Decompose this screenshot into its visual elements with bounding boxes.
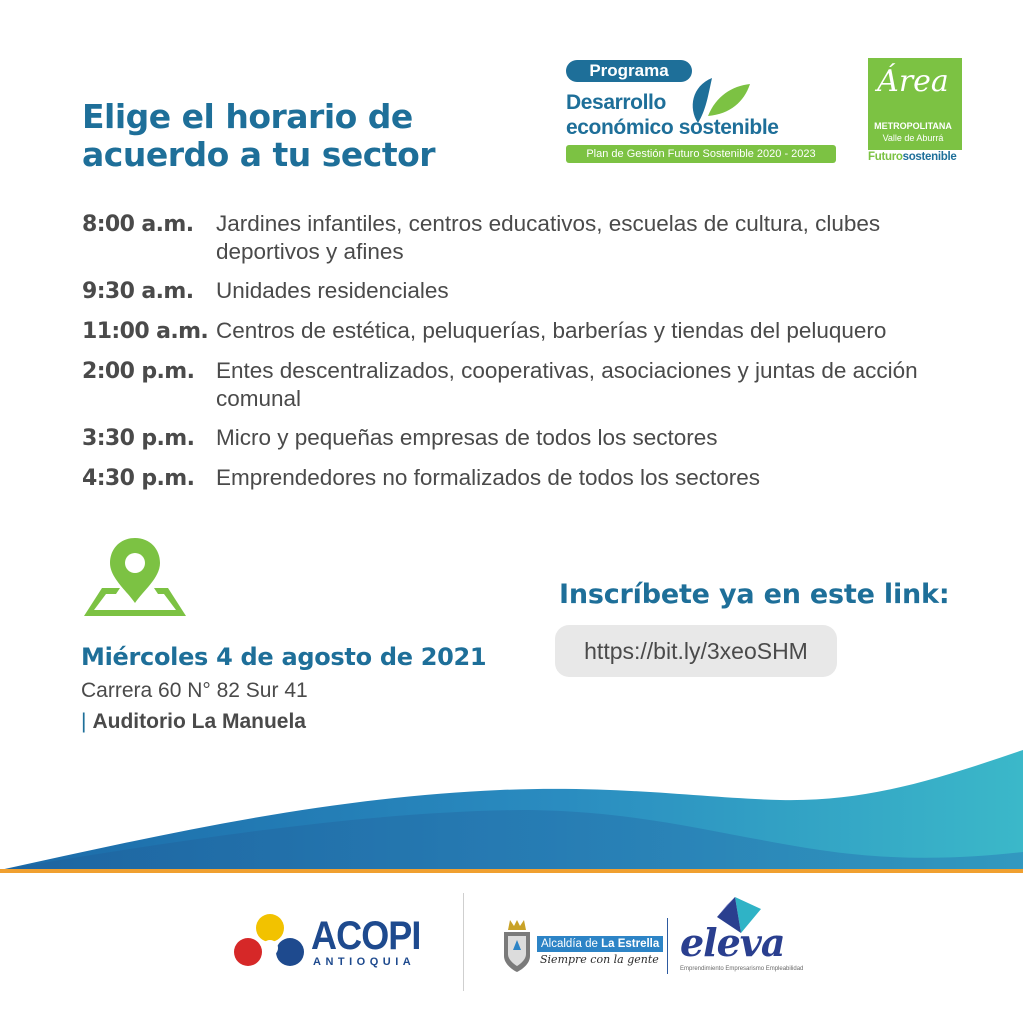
- schedule-row: [82, 357, 962, 413]
- programa-line-2: económico sostenible: [566, 116, 779, 139]
- headline-line-2: acuerdo a tu sector: [82, 135, 436, 174]
- programa-tag: Programa: [566, 60, 692, 82]
- coat-of-arms-icon: [500, 918, 534, 974]
- schedule-time: 9:30 a.m.: [82, 279, 194, 304]
- area-script-text: Área: [877, 64, 949, 99]
- schedule-row: [82, 210, 962, 266]
- event-venue: [81, 710, 306, 734]
- acopi-sub: ANTIOQUIA: [313, 956, 416, 968]
- schedule-sector: Emprendedores no formalizados de todos los sectores: [216, 465, 761, 490]
- eleva-name: eleva: [680, 920, 785, 965]
- eleva-logo: [677, 895, 804, 980]
- programa-line-1: Desarrollo: [566, 91, 666, 114]
- schedule-sector: Unidades residenciales: [216, 278, 449, 303]
- schedule-time: 8:00 a.m.: [82, 212, 194, 237]
- schedule-time: 2:00 p.m.: [82, 359, 195, 384]
- sostenible-word: sostenible: [902, 151, 957, 163]
- alcaldia-tag: [537, 936, 663, 952]
- acopi-logo: [232, 912, 427, 974]
- registration-link[interactable]: https://bit.ly/3xeoSHM: [555, 625, 837, 677]
- schedule-list: [82, 210, 962, 504]
- schedule-row: [82, 277, 962, 306]
- alcaldia-name: La Estrella: [601, 938, 660, 950]
- logo-separator: [667, 918, 668, 974]
- acopi-name: ACOPI: [311, 914, 421, 958]
- futuro-word: Futuro: [868, 151, 903, 163]
- schedule-time: 3:30 p.m.: [82, 426, 195, 451]
- area-line-1: METROPOLITANA: [874, 121, 952, 131]
- schedule-sector: Micro y pequeñas empresas de todos los sectores: [216, 425, 718, 450]
- eleva-tagline: Emprendimiento Empresarismo Empleabilidad: [680, 966, 804, 972]
- registration-cta: Inscríbete ya en este link:: [559, 579, 950, 610]
- schedule-sector: Centros de estética, peluquerías, barberías y tiendas del peluquero: [216, 318, 887, 343]
- schedule-row: [82, 317, 962, 346]
- programa-plan-bar: Plan de Gestión Futuro Sostenible 2020 - 2023: [566, 145, 836, 163]
- page-headline: [82, 98, 435, 174]
- alcaldia-logo: [500, 916, 665, 976]
- schedule-sector: Jardines infantiles, centros educativos, escuelas de cultura, clubes deportivos y afines: [216, 211, 881, 264]
- area-line-2: Valle de Aburrá: [882, 133, 944, 143]
- schedule-time: 11:00 a.m.: [82, 319, 209, 344]
- alcaldia-prefix: Alcaldía de: [541, 938, 598, 950]
- decorative-wave: [0, 740, 1023, 880]
- futuro-sostenible-text: [868, 151, 957, 163]
- schedule-row: [82, 424, 962, 453]
- map-pin-icon: [80, 536, 192, 622]
- programa-logo: [562, 58, 852, 168]
- event-date: Miércoles 4 de agosto de 2021: [81, 643, 487, 671]
- venue-bar: |: [81, 710, 87, 733]
- venue-name: Auditorio La Manuela: [92, 710, 306, 733]
- logo-divider: [463, 893, 464, 991]
- schedule-row: [82, 464, 962, 493]
- event-address: Carrera 60 N° 82 Sur 41: [81, 679, 308, 702]
- area-metropolitana-logo: [866, 58, 964, 168]
- alcaldia-motto: Siempre con la gente: [540, 953, 659, 966]
- schedule-time: 4:30 p.m.: [82, 466, 195, 491]
- headline-line-1: Elige el horario de: [82, 97, 413, 136]
- schedule-sector: Entes descentralizados, cooperativas, asociaciones y juntas de acción comunal: [216, 358, 918, 411]
- acopi-emblem-icon: [232, 912, 308, 974]
